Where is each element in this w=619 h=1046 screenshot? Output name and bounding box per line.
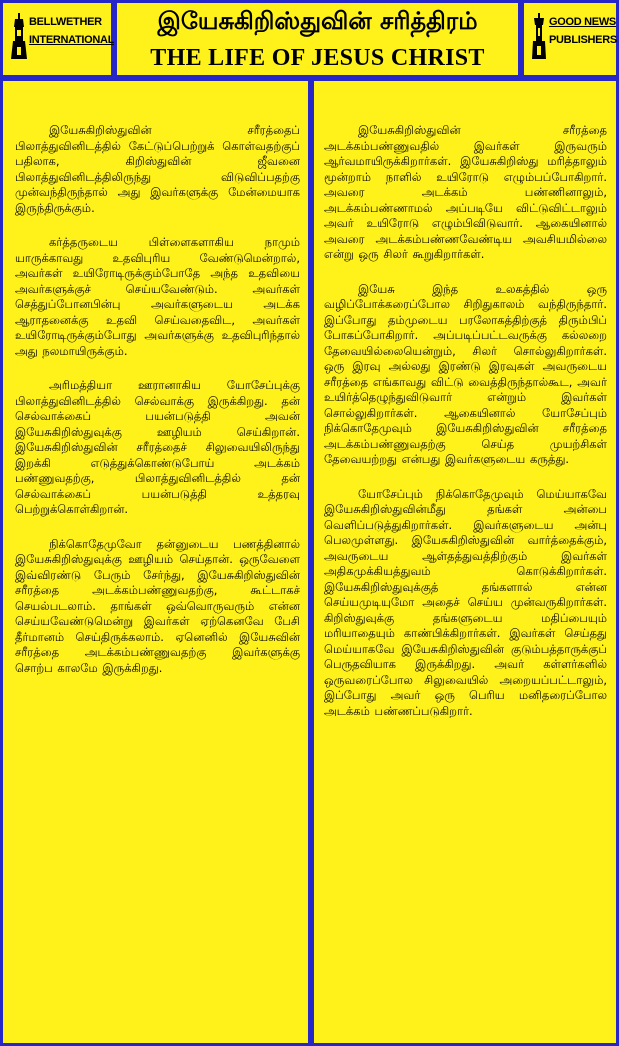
- left-paragraph-2: கர்த்தருடைய பிள்ளைகளாகிய நாமும் யாருக்காவது உதவிபுரிய வேண்டுமென்றால், அவர்கள் உயிரோடிருக்கும்போதே அந்த உதவியை அவர்களுக்குச் செய்யவேண்டும். அவர்கள் செத்துப்போனபின்பு அவர்களுடைய அடக்க ஆராதனைக்கு உதவி செய்வதைவிட, அவர்கள் உயிரோடிருக்கும்போது அவர்களுக்கு உதவிபுரிந்தால் அது நலமாயிருக்கும்.: [15, 235, 300, 358]
- page-title-tamil: இயேசுகிறிஸ்துவின் சரித்திரம்: [157, 7, 478, 35]
- bell-tower-icon: [11, 13, 27, 59]
- header-right-panel: [521, 0, 619, 78]
- right-paragraph-2: இயேசு இந்த உலகத்தில் ஒரு வழிப்போக்கரைப்போல சிறிதுகாலம் வந்திருந்தார். இப்போது தம்முடைய பரலோகத்திற்குத் திரும்பிப் போகப்போகிறார். அப்படிப்பட்டவருக்கு கல்லறை தேவையில்லையென்றும், சிலர் சொல்லுகிறார்கள். ஒரு இரவு அல்லது இரண்டு இரவுகள் அவருடைய சரீரத்தை எங்காவது விட்டு வைத்திருந்தால்கூட, அவர் உயிர்த்தெழுந்துவிடுவார் என்றும் இவர்கள் சொல்லுகிறார்கள். ஆகையினால் யோசேப்பும் நிக்கொதேமுவும் இயேசுகிறிஸ்துவின் சரீரத்தை அடக்கம்பண்ணுவதற்கு செய்த முயற்சிகள் தேவையற்றது என்பது இவர்களுடைய கருத்து.: [324, 281, 607, 466]
- left-paragraph-3: அரிமத்தியா ஊரானாகிய யோசேப்புக்கு பிலாத்துவினிடத்தில் செல்வாக்கு இருக்கிறது. தன் செல்வாக்கைப் பயன்படுத்தி அவன் இயேசுகிறிஸ்துவுக்கு ஊழியம் செய்கிறான். இயேசுகிறிஸ்துவின் சரீரத்தைச் சிலுவையிலிருந்து இறக்கி எடுத்துக்கொண்டுபோய் அடக்கம் பண்ணுவதற்கு, பிலாத்துவினிடத்தில் தன் செல்வாக்கைப் பயன்படுத்தி உத்தரவு பெற்றுக்கொள்கிறான்.: [15, 378, 300, 516]
- logo-right-line1: GOOD NEWS: [549, 16, 616, 28]
- header-left-panel: [0, 0, 114, 78]
- header-title-panel: [114, 0, 521, 78]
- tower-icon: [531, 13, 547, 59]
- left-column: [0, 78, 311, 1046]
- right-paragraph-3: யோசேப்பும் நிக்கொதேமுவும் மெய்யாகவே இயேசுகிறிஸ்துவின்மீது தங்கள் அன்பை வெளிப்படுத்துகிறார்கள். இவர்களுடைய அன்பு பெலமுள்ளது. இயேசுகிறிஸ்துவின் வார்த்தைக்கும், அவருடைய ஆள்தத்துவத்திற்கும் இவர்கள் அதிகமுக்கியத்துவம் கொடுக்கிறார்கள். இயேசுகிறிஸ்துவுக்குத் தங்களால் என்ன செய்யமுடியுமோ அதைச் செய்ய முன்வருகிறார்கள். கிறிஸ்துவுக்கு தங்களுடைய மதிப்பையும் மரியாதையும் காண்பிக்கிறார்கள். இவர்கள் செய்தது மெய்யாகவே இயேசுகிறிஸ்துவின் குடும்பத்தாருக்குப் பெருதவியாக இருக்கிறது. அவர் கள்ளர்களில் ஒருவரைப்போல சிலுவையில் அறையப்பட்டாலும், இப்போது அவர் ஒரு பெரிய மனிதரைப்போல அடக்கம் பண்ணப்படுகிறார்.: [324, 486, 607, 718]
- logo-left-line2: INTERNATIONAL: [29, 34, 115, 46]
- right-column: [311, 78, 619, 1046]
- page-title-english: THE LIFE OF JESUS CHRIST: [150, 45, 485, 71]
- logo-left-line1: BELLWETHER: [29, 16, 102, 28]
- left-paragraph-4: நிக்கொதேமுவோ தன்னுடைய பணத்தினால் இயேசுகிறிஸ்துவுக்கு ஊழியம் செய்தான். ஒருவேளை இவ்விரண்டு பேரும் சேர்ந்து, இயேசுகிறிஸ்துவின் சரீரத்தை அடக்கம்பண்ணுவதற்கு, கூட்டாகச் செயல்படலாம். தாங்கள் ஒவ்வொருவரும் என்ன செய்யவேண்டுமென்று இவர்கள் ஏற்கெனவே பேசி தீர்மானம் செய்திருக்கலாம். ஏனெனில் இயேசுவின் சரீரத்தை அடக்கம்பண்ணுவதற்கு இவர்களுக்கு சொற்ப காலமே இருக்கிறது.: [15, 536, 300, 675]
- right-paragraph-1: இயேசுகிறிஸ்துவின் சரீரத்தை அடக்கம்பண்ணுவதில் இவர்கள் இருவரும் ஆர்வமாயிருக்கிறார்கள். இயேசுகிறிஸ்து மரித்தாலும் மூன்றாம் நாளில் உயிரோடு எழும்பப்போகிறார். அவரை அடக்கம் பண்ணினாலும், அடக்கம்பண்ணாமல் அப்படியே விட்டுவிட்டாலும் அவர் உயிரோடு எழும்பிவிடுவார். ஆகையினால் அவரை அடக்கம்பண்ணவேண்டிய அவசியமில்லை என்று ஒரு சிலர் கூறுகிறார்கள்.: [324, 123, 607, 261]
- left-paragraph-1: இயேசுகிறிஸ்துவின் சரீரத்தைப் பிலாத்துவினிடத்தில் கேட்டுப்பெற்றுக் கொள்வதற்குப் பதிலாக, கிறிஸ்துவின் ஜீவனை பிலாத்துவினிடத்திலிருந்து விடுவிப்பதற்கு முன்வந்திருந்தால் அது இவர்களுக்கு மேன்மையாக இருந்திருக்கும்.: [15, 123, 300, 215]
- bellwether-logo: [11, 13, 114, 59]
- logo-right-line2: PUBLISHERS: [549, 34, 617, 46]
- good-news-logo: [531, 13, 617, 59]
